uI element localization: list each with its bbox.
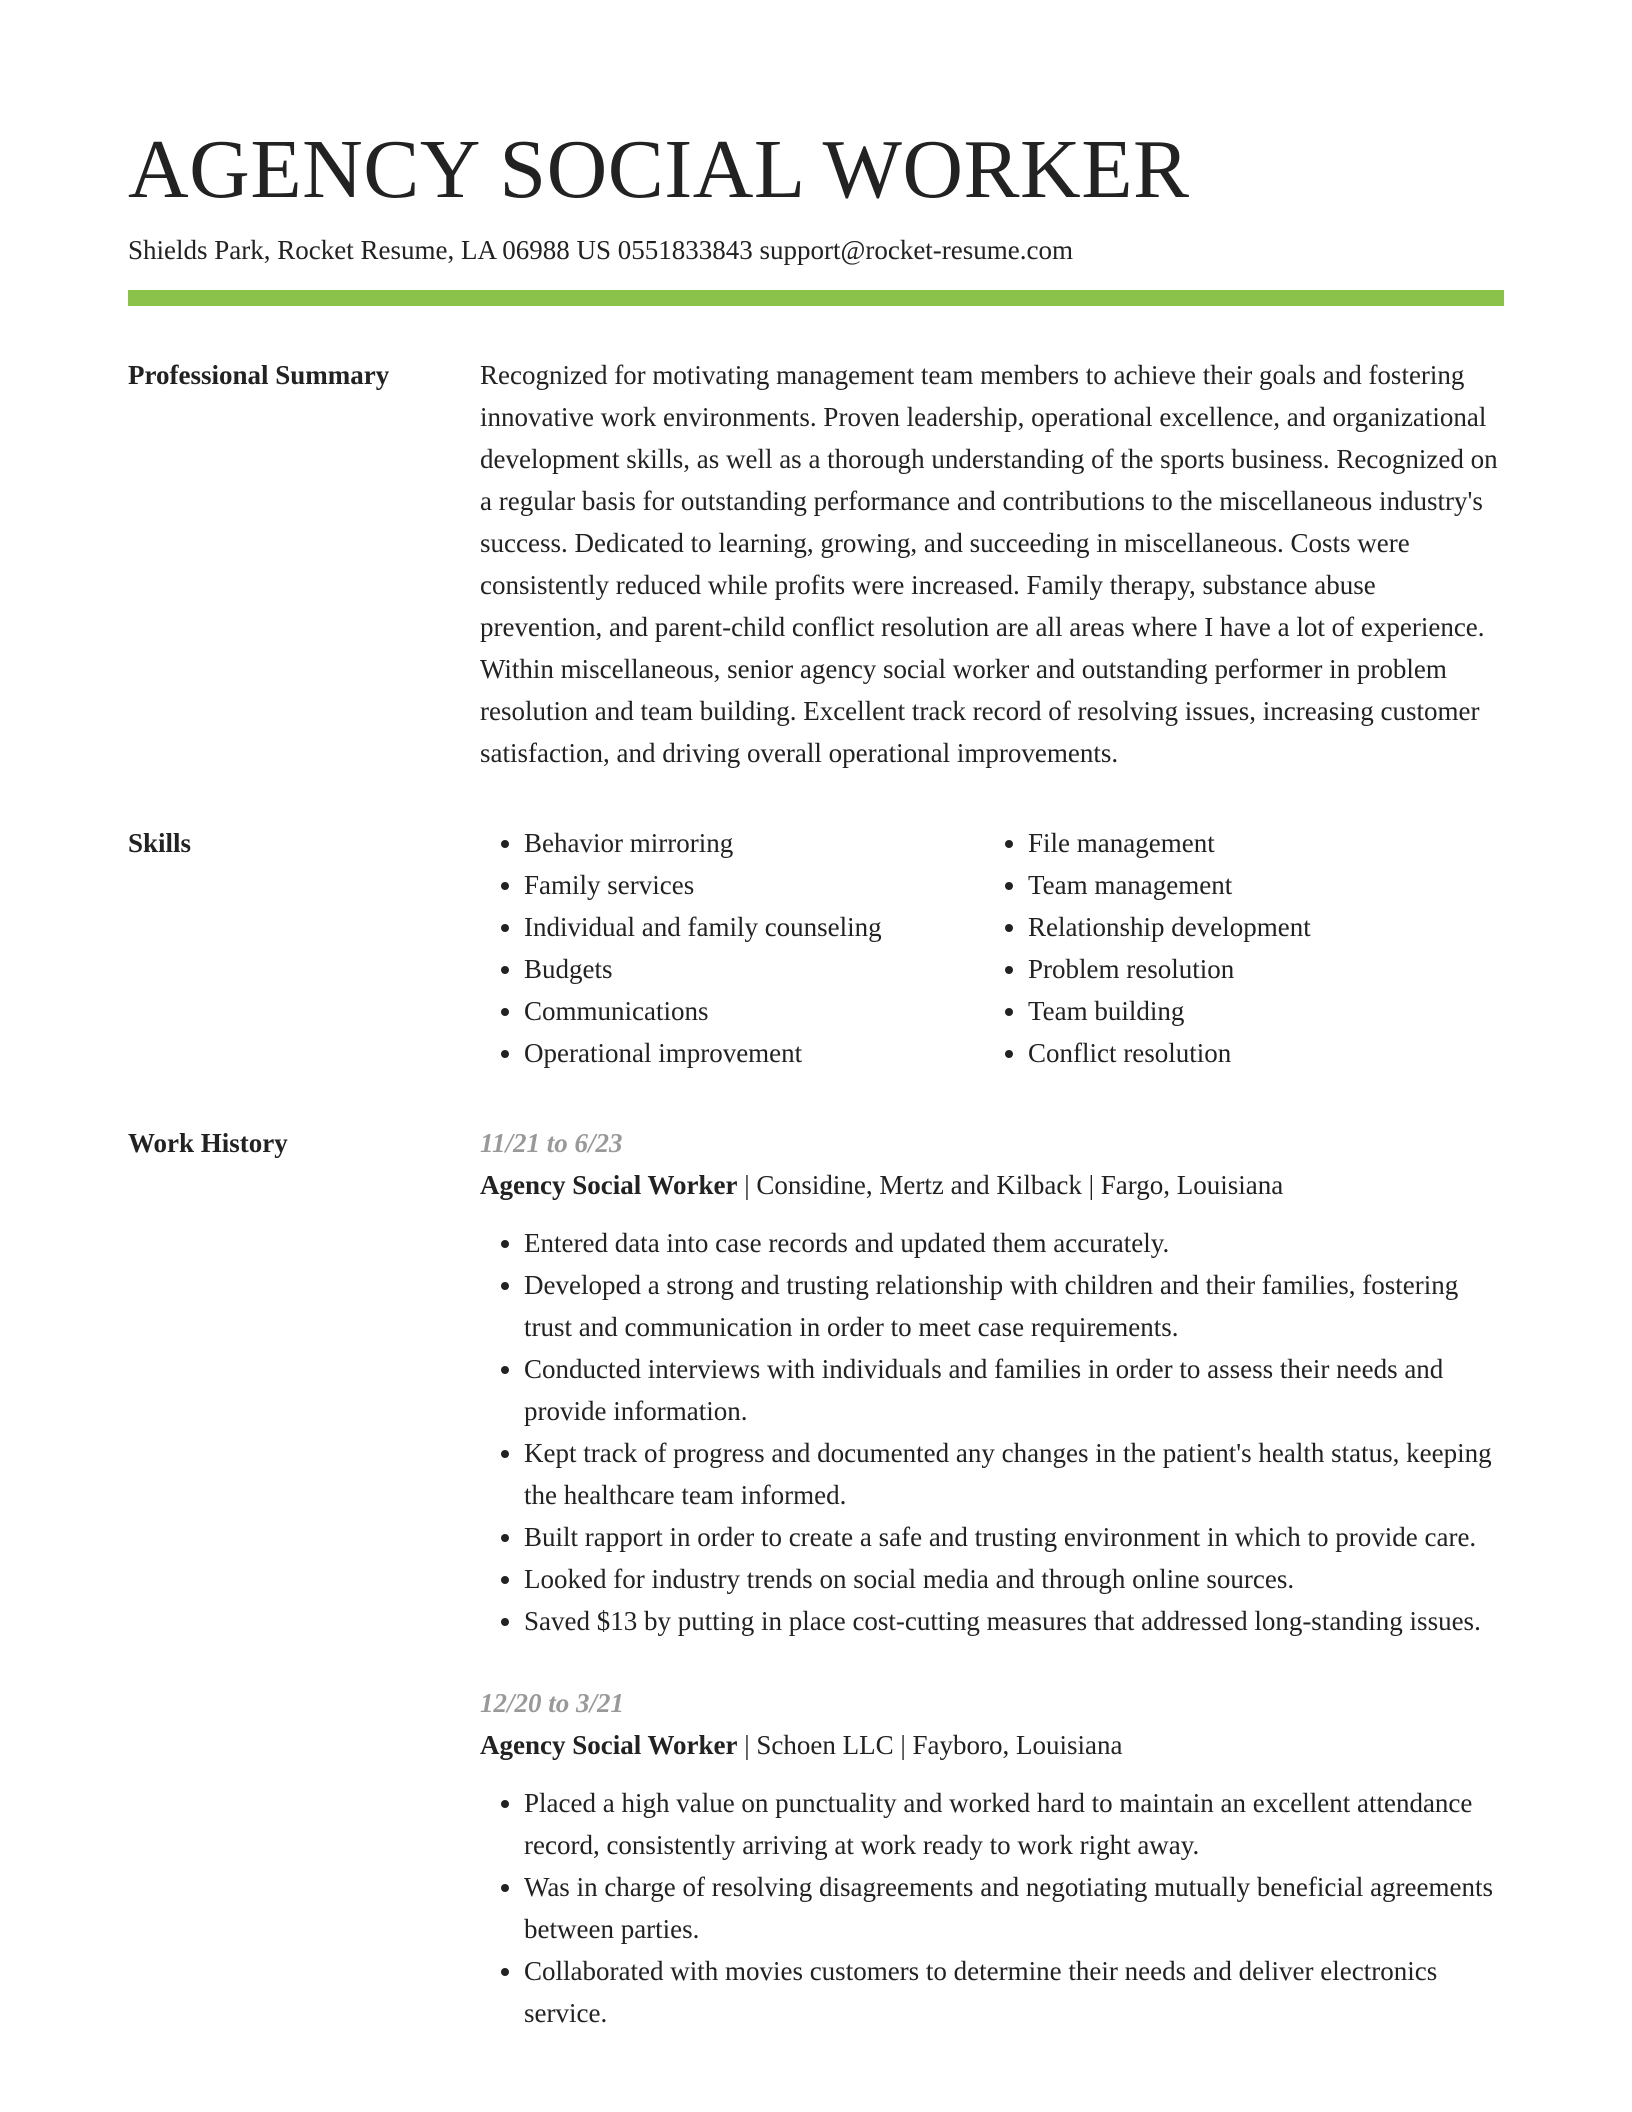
work-history-section [128, 1122, 1504, 2074]
job-duty: • Kept track of progress and documented any changes in the patient's health status, keeping the healthcare team informed. [524, 1432, 1504, 1516]
skill-item: • Family services [524, 864, 984, 906]
job-employer-location: | Schoen LLC | Fayboro, Louisiana [737, 1730, 1123, 1760]
skills-body [480, 822, 1504, 1074]
job-duty: • Conducted interviews with individuals and families in order to assess their needs and provide information. [524, 1348, 1504, 1432]
page-title: AGENCY SOCIAL WORKER [128, 123, 1190, 216]
skill-item: • Individual and family counseling [524, 906, 984, 948]
skill-item: • Team management [1028, 864, 1488, 906]
work-history-body [480, 1122, 1504, 2074]
skill-item: • Conflict resolution [1028, 1032, 1488, 1074]
job-duties-list [480, 1782, 1504, 2034]
skill-item: • Problem resolution [1028, 948, 1488, 990]
skill-item: • Behavior mirroring [524, 822, 984, 864]
summary-section [128, 354, 1504, 774]
header-divider [128, 290, 1504, 306]
summary-text: Recognized for motivating management team members to achieve their goals and fostering innovative work environments. Proven leadership, operational excellence, and organizational development skills, as well as a thorough understanding of the sports business. Recognized on a regular basis for outstanding performance and contributions to the miscellaneous industry's success. Dedicated to learning, growing, and succeeding in miscellaneous. Costs were consistently reduced while profits were increased. Family therapy, substance abuse prevention, and parent-child conflict resolution are all areas where I have a lot of experience. Within miscellaneous, senior agency social worker and outstanding performer in problem resolution and team building. Excellent track record of resolving issues, increasing customer satisfaction, and driving overall operational improvements. [480, 360, 1498, 768]
job-title: Agency Social Worker [480, 1730, 738, 1760]
job-dates: 12/20 to 3/21 [480, 1688, 625, 1718]
job-duty: • Developed a strong and trusting relationship with children and their families, fostering trust and communication in order to meet case requirements. [524, 1264, 1504, 1348]
job-duty: • Placed a high value on punctuality and worked hard to maintain an excellent attendance record, consistently arriving at work ready to work right away. [524, 1782, 1504, 1866]
job-title-line [480, 1164, 1504, 1206]
job-employer-location: | Considine, Mertz and Kilback | Fargo, Louisiana [737, 1170, 1284, 1200]
skills-section [128, 822, 1504, 1074]
job-dates: 11/21 to 6/23 [480, 1128, 623, 1158]
skill-item: • Relationship development [1028, 906, 1488, 948]
skill-item: • File management [1028, 822, 1488, 864]
skills-heading: Skills [128, 828, 192, 858]
skills-list-right [984, 822, 1488, 1074]
summary-body [480, 354, 1504, 774]
job-entry [480, 1682, 1504, 2034]
job-duty: • Built rapport in order to create a safe and trusting environment in which to provide care. [524, 1516, 1504, 1558]
job-duty: • Collaborated with movies customers to determine their needs and deliver electronics service. [524, 1950, 1504, 2034]
job-title: Agency Social Worker [480, 1170, 738, 1200]
skills-list-left [480, 822, 984, 1074]
job-title-line [480, 1724, 1504, 1766]
summary-heading: Professional Summary [128, 360, 390, 390]
job-duty: • Looked for industry trends on social media and through online sources. [524, 1558, 1504, 1600]
skill-item: • Budgets [524, 948, 984, 990]
contact-info: Shields Park, Rocket Resume, LA 06988 US 0551833843 support@rocket-resume.com [128, 235, 1073, 265]
skill-item: • Operational improvement [524, 1032, 984, 1074]
job-entry [480, 1122, 1504, 1642]
skill-item: • Communications [524, 990, 984, 1032]
job-duty: • Saved $13 by putting in place cost-cutting measures that addressed long-standing issues. [524, 1600, 1504, 1642]
job-duties-list [480, 1222, 1504, 1642]
work-history-heading: Work History [128, 1128, 288, 1158]
job-duty: • Entered data into case records and updated them accurately. [524, 1222, 1504, 1264]
resume-page [128, 120, 1504, 2074]
job-duty: • Was in charge of resolving disagreements and negotiating mutually beneficial agreements between parties. [524, 1866, 1504, 1950]
skill-item: • Team building [1028, 990, 1488, 1032]
